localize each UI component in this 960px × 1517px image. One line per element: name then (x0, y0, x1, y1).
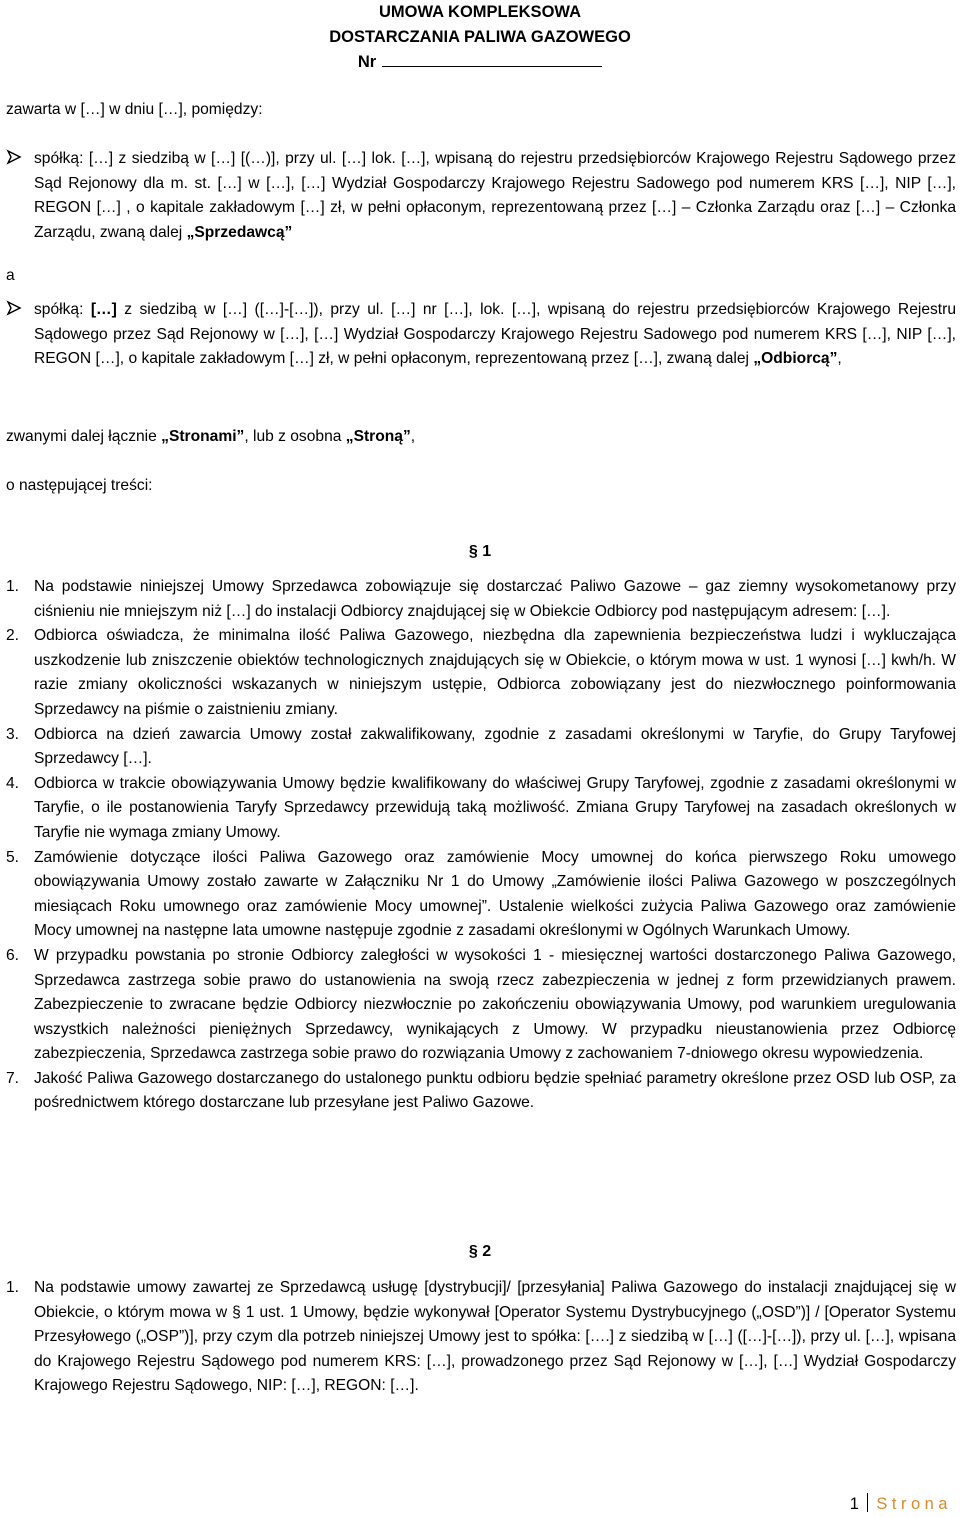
section-2-heading: § 2 (468, 1243, 492, 1260)
arrow-bullet-icon (6, 300, 22, 316)
list-item (0, 575, 956, 624)
list-item (0, 1067, 956, 1116)
section-1-points (0, 575, 956, 1116)
party-buyer-text: z siedzibą w […] ([…]-[…]), przy ul. […] nr […], lok. […], wpisaną do rejestru przedsiębiorców Krajowego Rejestru Sądowego przez Sąd Rejonowy w […], […] Wydział Gospodarczy Krajowego Rejestru Sadowego pod numerem KRS […], NIP […], REGON […], o kapitale zakładowym […] zł, w pełni opłaconym, reprezentowaną przez […], zwaną dalej (34, 301, 956, 368)
point-text: Na podstawie niniejszej Umowy Sprzedawca zobowiązuje się dostarczać Paliwo Gazowe – gaz ziemny wysokometanowy przy ciśnieniu nie mniejszym niż […] do instalacji Odbiorcy znajdującej się w Obiekcie Odbiorcy pod następującym adresem: […]. (34, 578, 956, 620)
document-title (0, 0, 960, 75)
party-seller-text: spółką: […] z siedzibą w […] [(…)], przy ul. […] lok. […], wpisaną do rejestru przedsiębiorców Krajowego Rejestru Sądowego przez Sąd Rejonowy dla m. st. […] w […], […] Wydział Gospodarczy Krajowego Rejestru Sadowego pod numerem KRS […], NIP […], REGON […] , o kapitale zakładowym […] zł, w pełni opłaconym, reprezentowaną przez […] – Członka Zarządu oraz […] – Członka Zarządu, zwaną dalej (34, 150, 956, 241)
point-number: 4. (6, 774, 20, 792)
point-text: Na podstawie umowy zawartej ze Sprzedawcą usługę [dystrybucji]/ [przesyłania] Paliwa Gazowego do instalacji znajdującej się w Obiekcie, o którym mowa w § 1 ust. 1 Umowy, będzie wykonywał [Operator Systemu Dystrybucyjnego („OSD”)] / [Operator Systemu Przesyłowego („OSP”)], przy czym dla potrzeb niniejszej Umowy jest to spółka: [….] z siedzibą w […] ([…]-[…]), przy ul. […], wpisana do Krajowego Rejestru Sądowego pod numerem KRS: […], prowadzonego przez Sąd Rejonowy w […], […] Wydział Gospodarczy Krajowego Rejestru Sądowego, NIP: […], REGON: […]. (34, 1279, 956, 1395)
point-number: 6. (6, 946, 20, 964)
list-item (0, 1276, 956, 1399)
parties-text-c: , lub z osobna (244, 428, 346, 445)
list-item (0, 772, 956, 846)
point-number: 1. (6, 578, 20, 595)
intro-paragraph: zawarta w […] w dniu […], pomiędzy: (6, 101, 263, 118)
footer-page-number: 1 (849, 1495, 859, 1513)
point-number: 7. (6, 1069, 20, 1087)
parties-text-a: zwanymi dalej łącznie (6, 428, 162, 445)
point-text: W przypadku powstania po stronie Odbiorcy zaległości w wysokości 1 - miesięcznej wartości dostarczonego Paliwa Gazowego, Sprzedawca zastrzega sobie prawo do ustanowienia na swoją rzecz zabezpieczenia w jednej z form przewidzianych prawem. Zabezpieczenie to zwracane będzie Odbiorcy niezwłocznie po zakończeniu obowiązywania Umowy, pod warunkiem uregulowania wszystkich należności pieniężnych Sprzedawcy, wynikających z Umowy. W przypadku nieustanowienia przez Odbiorcę zabezpieczenia, Sprzedawca zastrzega sobie prawo do rozwiązania Umowy z zachowaniem 7-dniowego okresu wypowiedzenia. (34, 946, 956, 1063)
footer-separator (867, 1493, 869, 1512)
arrow-bullet-icon (6, 149, 22, 165)
party-buyer-prefix-bold: […] (90, 301, 117, 318)
party-buyer (34, 298, 956, 372)
point-text: Odbiorca oświadcza, że minimalna ilość Paliwa Gazowego, niezbędna dla zapewnienia bezpieczeństwa ludzi i wykluczająca uszkodzenie lub zniszczenie obiektów technologicznych znajdujących się w Obiekcie, o którym mowa w ust. 1 wynosi […] kwh/h. W razie zmiany okoliczności wskazanych w niniejszym ustępie, Odbiorca zobowiązany jest do niezwłocznego poinformowania Sprzedawcy na piśmie o zaistnieniu zmiany. (34, 627, 956, 718)
point-text: Odbiorca w trakcie obowiązywania Umowy będzie kwalifikowany do właściwej Grupy Taryfowej, zgodnie z zasadami określonymi w Taryfie, o ile postanowienia Taryfy Sprzedawcy przewidują taką możliwość. Zmiana Grupy Taryfowej na zasadach określonych w Taryfie nie wymaga zmiany Umowy. (34, 774, 956, 841)
page-footer (850, 1493, 952, 1515)
footer-page-label: Strona (876, 1495, 952, 1513)
list-item (0, 944, 956, 1067)
section-2-points (0, 1276, 956, 1399)
point-number: 1. (6, 1279, 20, 1296)
parties-definition (6, 425, 956, 450)
point-text: Zamówienie dotyczące ilości Paliwa Gazowego oraz zamówienie Mocy umownej do końca pierwszego Roku umowego obowiązywania Umowy zostało zawarte w Załączniku Nr 1 do Umowy „Zamówienie ilości Paliwa Gazowego w poszczególnych miesiącach Roku umownego oraz zamówienie Mocy umownej”. Ustalenie wielkości zużycia Paliwa Gazowego oraz zamówienie Mocy umownej na następne lata umowne następuje zgodnie z zasadami określonymi w Ogólnych Warunkach Umowy. (34, 848, 956, 940)
point-number: 5. (6, 848, 20, 866)
party-buyer-prefix: spółką: (34, 301, 91, 318)
party-buyer-suffix: , (837, 350, 842, 368)
parties-term-strona: „Stroną” (345, 428, 411, 445)
title-line-1: UMOWA KOMPLEKSOWA (379, 3, 581, 21)
title-line-2: DOSTARCZANIA PALIWA GAZOWEGO (329, 28, 631, 46)
list-item (0, 846, 956, 944)
section-1-heading: § 1 (468, 543, 492, 560)
nr-blank-line (382, 52, 602, 67)
parties-term-stronami: „Stronami” (161, 428, 245, 445)
party-buyer-role: „Odbiorcą” (753, 350, 838, 368)
title-line-3 (0, 50, 960, 75)
point-text: Jakość Paliwa Gazowego dostarczanego do ustalonego punktu odbioru będzie spełniać parametry określone przez OSD lub OSP, za pośrednictwem którego dostarczane lub przesyłane jest Paliwo Gazowe. (34, 1069, 956, 1112)
conjunction: a (6, 267, 15, 284)
list-item (0, 723, 956, 772)
point-text: Odbiorca na dzień zawarcia Umowy został zakwalifikowany, zgodnie z zasadami określonymi w Taryfie, do Grupy Taryfowej Sprzedawcy […]. (34, 725, 956, 768)
point-number: 3. (6, 725, 20, 743)
parties-text-e: , (410, 428, 416, 445)
content-intro: o następującej treści: (6, 477, 153, 494)
party-seller-role: „Sprzedawcą” (186, 223, 293, 241)
point-number: 2. (6, 627, 20, 645)
party-seller (34, 147, 956, 245)
list-item (0, 624, 956, 722)
nr-label: Nr (357, 53, 377, 71)
